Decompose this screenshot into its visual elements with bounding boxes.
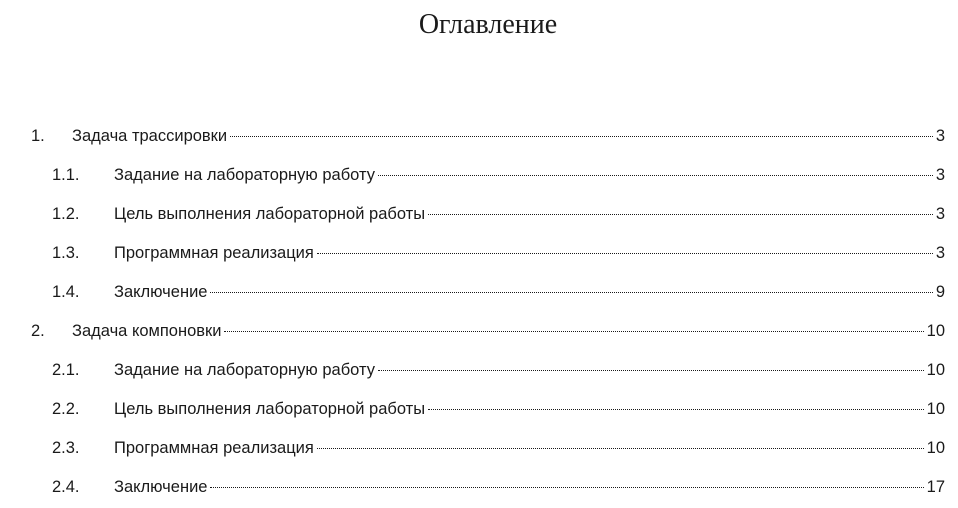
toc-entry-page-number: 10 xyxy=(926,361,945,379)
toc-dot-leader xyxy=(378,175,933,176)
toc-entry[interactable] xyxy=(0,430,958,469)
toc-entry-title[interactable]: Задача трассировки xyxy=(72,127,228,145)
toc-entry-line xyxy=(114,400,945,419)
toc-entry-page-number: 17 xyxy=(926,478,945,496)
toc-entry[interactable] xyxy=(0,313,958,352)
toc-dot-leader xyxy=(210,487,923,488)
toc-entry-page-number: 10 xyxy=(926,322,945,340)
toc-entry-number: 1.3. xyxy=(52,244,80,262)
toc-entry-number: 1.4. xyxy=(52,283,80,301)
toc-entry-title[interactable]: Задача компоновки xyxy=(72,322,222,340)
toc-dot-leader xyxy=(210,292,932,293)
toc-entry-line xyxy=(114,166,945,185)
toc-dot-leader xyxy=(428,409,924,410)
toc-entry-number: 2.2. xyxy=(52,400,80,418)
toc-entry-page-number: 3 xyxy=(935,244,945,262)
toc-entry-line xyxy=(72,127,945,146)
toc-entry-number: 2.3. xyxy=(52,439,80,457)
toc-entry-title[interactable]: Заключение xyxy=(114,283,208,301)
toc-entry-number: 1. xyxy=(31,127,45,145)
table-of-contents xyxy=(0,118,958,508)
toc-dot-leader xyxy=(428,214,933,215)
toc-entry-line xyxy=(114,439,945,458)
toc-dot-leader xyxy=(224,331,923,332)
toc-dot-leader xyxy=(317,448,924,449)
toc-entry-title[interactable]: Задание на лабораторную работу xyxy=(114,361,375,379)
toc-entry-page-number: 3 xyxy=(935,127,945,145)
toc-entry[interactable] xyxy=(0,469,958,508)
toc-entry-title[interactable]: Программная реализация xyxy=(114,244,314,262)
toc-entry-number: 1.2. xyxy=(52,205,80,223)
toc-entry-line xyxy=(114,205,945,224)
toc-dot-leader xyxy=(230,136,933,137)
toc-entry-line xyxy=(114,478,945,497)
toc-entry-line xyxy=(72,322,945,341)
page-title: Оглавление xyxy=(418,9,558,40)
toc-entry-page-number: 10 xyxy=(926,400,945,418)
toc-entry[interactable] xyxy=(0,235,958,274)
toc-entry-number: 2.1. xyxy=(52,361,80,379)
toc-entry-page-number: 3 xyxy=(935,205,945,223)
toc-entry[interactable] xyxy=(0,274,958,313)
toc-entry[interactable] xyxy=(0,118,958,157)
toc-entry-line xyxy=(114,361,945,380)
toc-entry-title[interactable]: Цель выполнения лабораторной работы xyxy=(114,400,426,418)
toc-dot-leader xyxy=(317,253,933,254)
toc-entry-line xyxy=(114,283,945,302)
toc-entry-title[interactable]: Заключение xyxy=(114,478,208,496)
toc-entry-line xyxy=(114,244,945,263)
toc-entry-page-number: 3 xyxy=(935,166,945,184)
toc-entry-number: 1.1. xyxy=(52,166,80,184)
toc-dot-leader xyxy=(378,370,924,371)
toc-entry-title[interactable]: Цель выполнения лабораторной работы xyxy=(114,205,426,223)
toc-entry[interactable] xyxy=(0,196,958,235)
toc-entry[interactable] xyxy=(0,157,958,196)
toc-entry-title[interactable]: Программная реализация xyxy=(114,439,314,457)
toc-entry-title[interactable]: Задание на лабораторную работу xyxy=(114,166,375,184)
toc-entry[interactable] xyxy=(0,391,958,430)
toc-entry-page-number: 9 xyxy=(935,283,945,301)
toc-entry-number: 2. xyxy=(31,322,45,340)
toc-entry[interactable] xyxy=(0,352,958,391)
toc-entry-number: 2.4. xyxy=(52,478,80,496)
toc-entry-page-number: 10 xyxy=(926,439,945,457)
